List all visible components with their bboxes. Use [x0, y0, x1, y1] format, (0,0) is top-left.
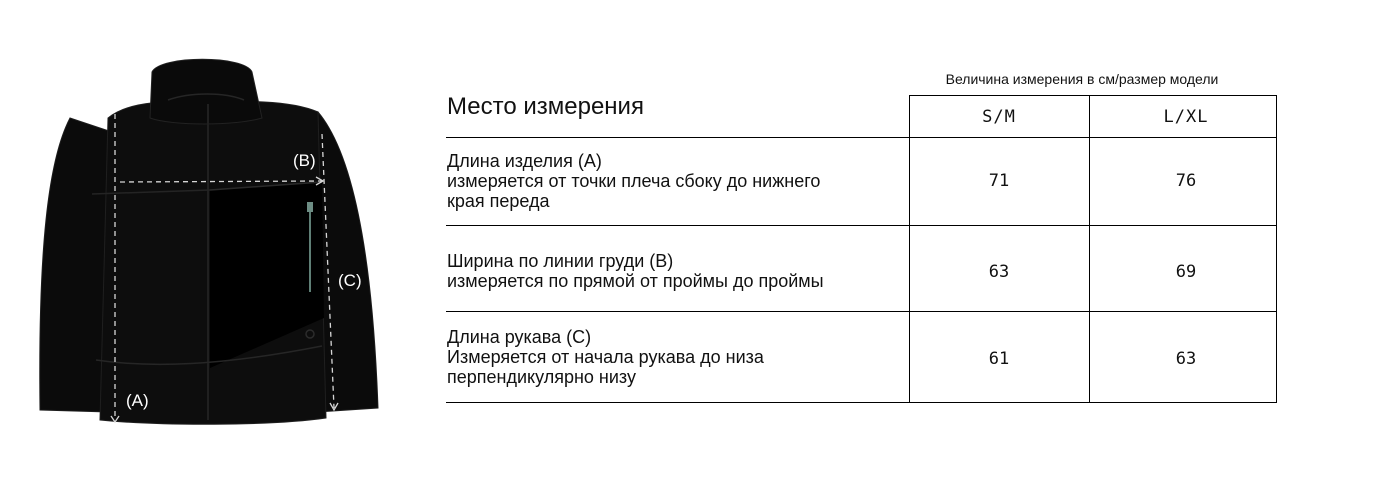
header-bottom-border: [446, 137, 1277, 138]
row-description-line: перпендикулярно низу: [447, 367, 636, 387]
table-vertical-line-right: [1276, 95, 1277, 403]
row-description-line: края переда: [447, 191, 550, 211]
table-row-length: [447, 151, 820, 211]
table-row-sleeve-length: [447, 327, 764, 387]
row-title: Ширина по линии груди (В): [447, 251, 674, 271]
row-title: Длина изделия (А): [447, 151, 602, 171]
value-chest-s-m: 63: [988, 262, 1010, 282]
row-description-line: Измеряется от начала рукава до низа: [447, 347, 764, 367]
size-header-s-m: S/M: [982, 107, 1016, 127]
unit-note: Величина измерения в см/размер модели: [945, 71, 1219, 87]
dimension-label-c: (C): [338, 271, 362, 290]
column-title: Место измерения: [447, 93, 644, 120]
dimension-label-b: (B): [293, 151, 316, 170]
value-length-l-xl: 76: [1175, 171, 1197, 191]
row-title: Длина рукава (С): [447, 327, 592, 347]
value-sleeve-s-m: 61: [988, 349, 1010, 369]
row-divider: [446, 225, 1277, 226]
row-description-line: измеряется от точки плеча сбоку до нижнего: [447, 171, 821, 191]
table-vertical-line-mid: [1089, 95, 1090, 403]
size-header-l-xl: L/XL: [1163, 107, 1209, 127]
value-sleeve-l-xl: 63: [1175, 349, 1197, 369]
value-length-s-m: 71: [988, 171, 1010, 191]
jacket-illustration: [0, 0, 420, 478]
row-divider: [446, 311, 1277, 312]
dimension-label-a: (A): [126, 391, 149, 410]
table-row-chest-width: [447, 251, 824, 291]
value-chest-l-xl: 69: [1175, 262, 1197, 282]
row-description-line: измеряется по прямой от проймы до проймы: [447, 271, 824, 291]
table-bottom-border: [446, 402, 1277, 403]
header-top-border: [909, 95, 1277, 96]
